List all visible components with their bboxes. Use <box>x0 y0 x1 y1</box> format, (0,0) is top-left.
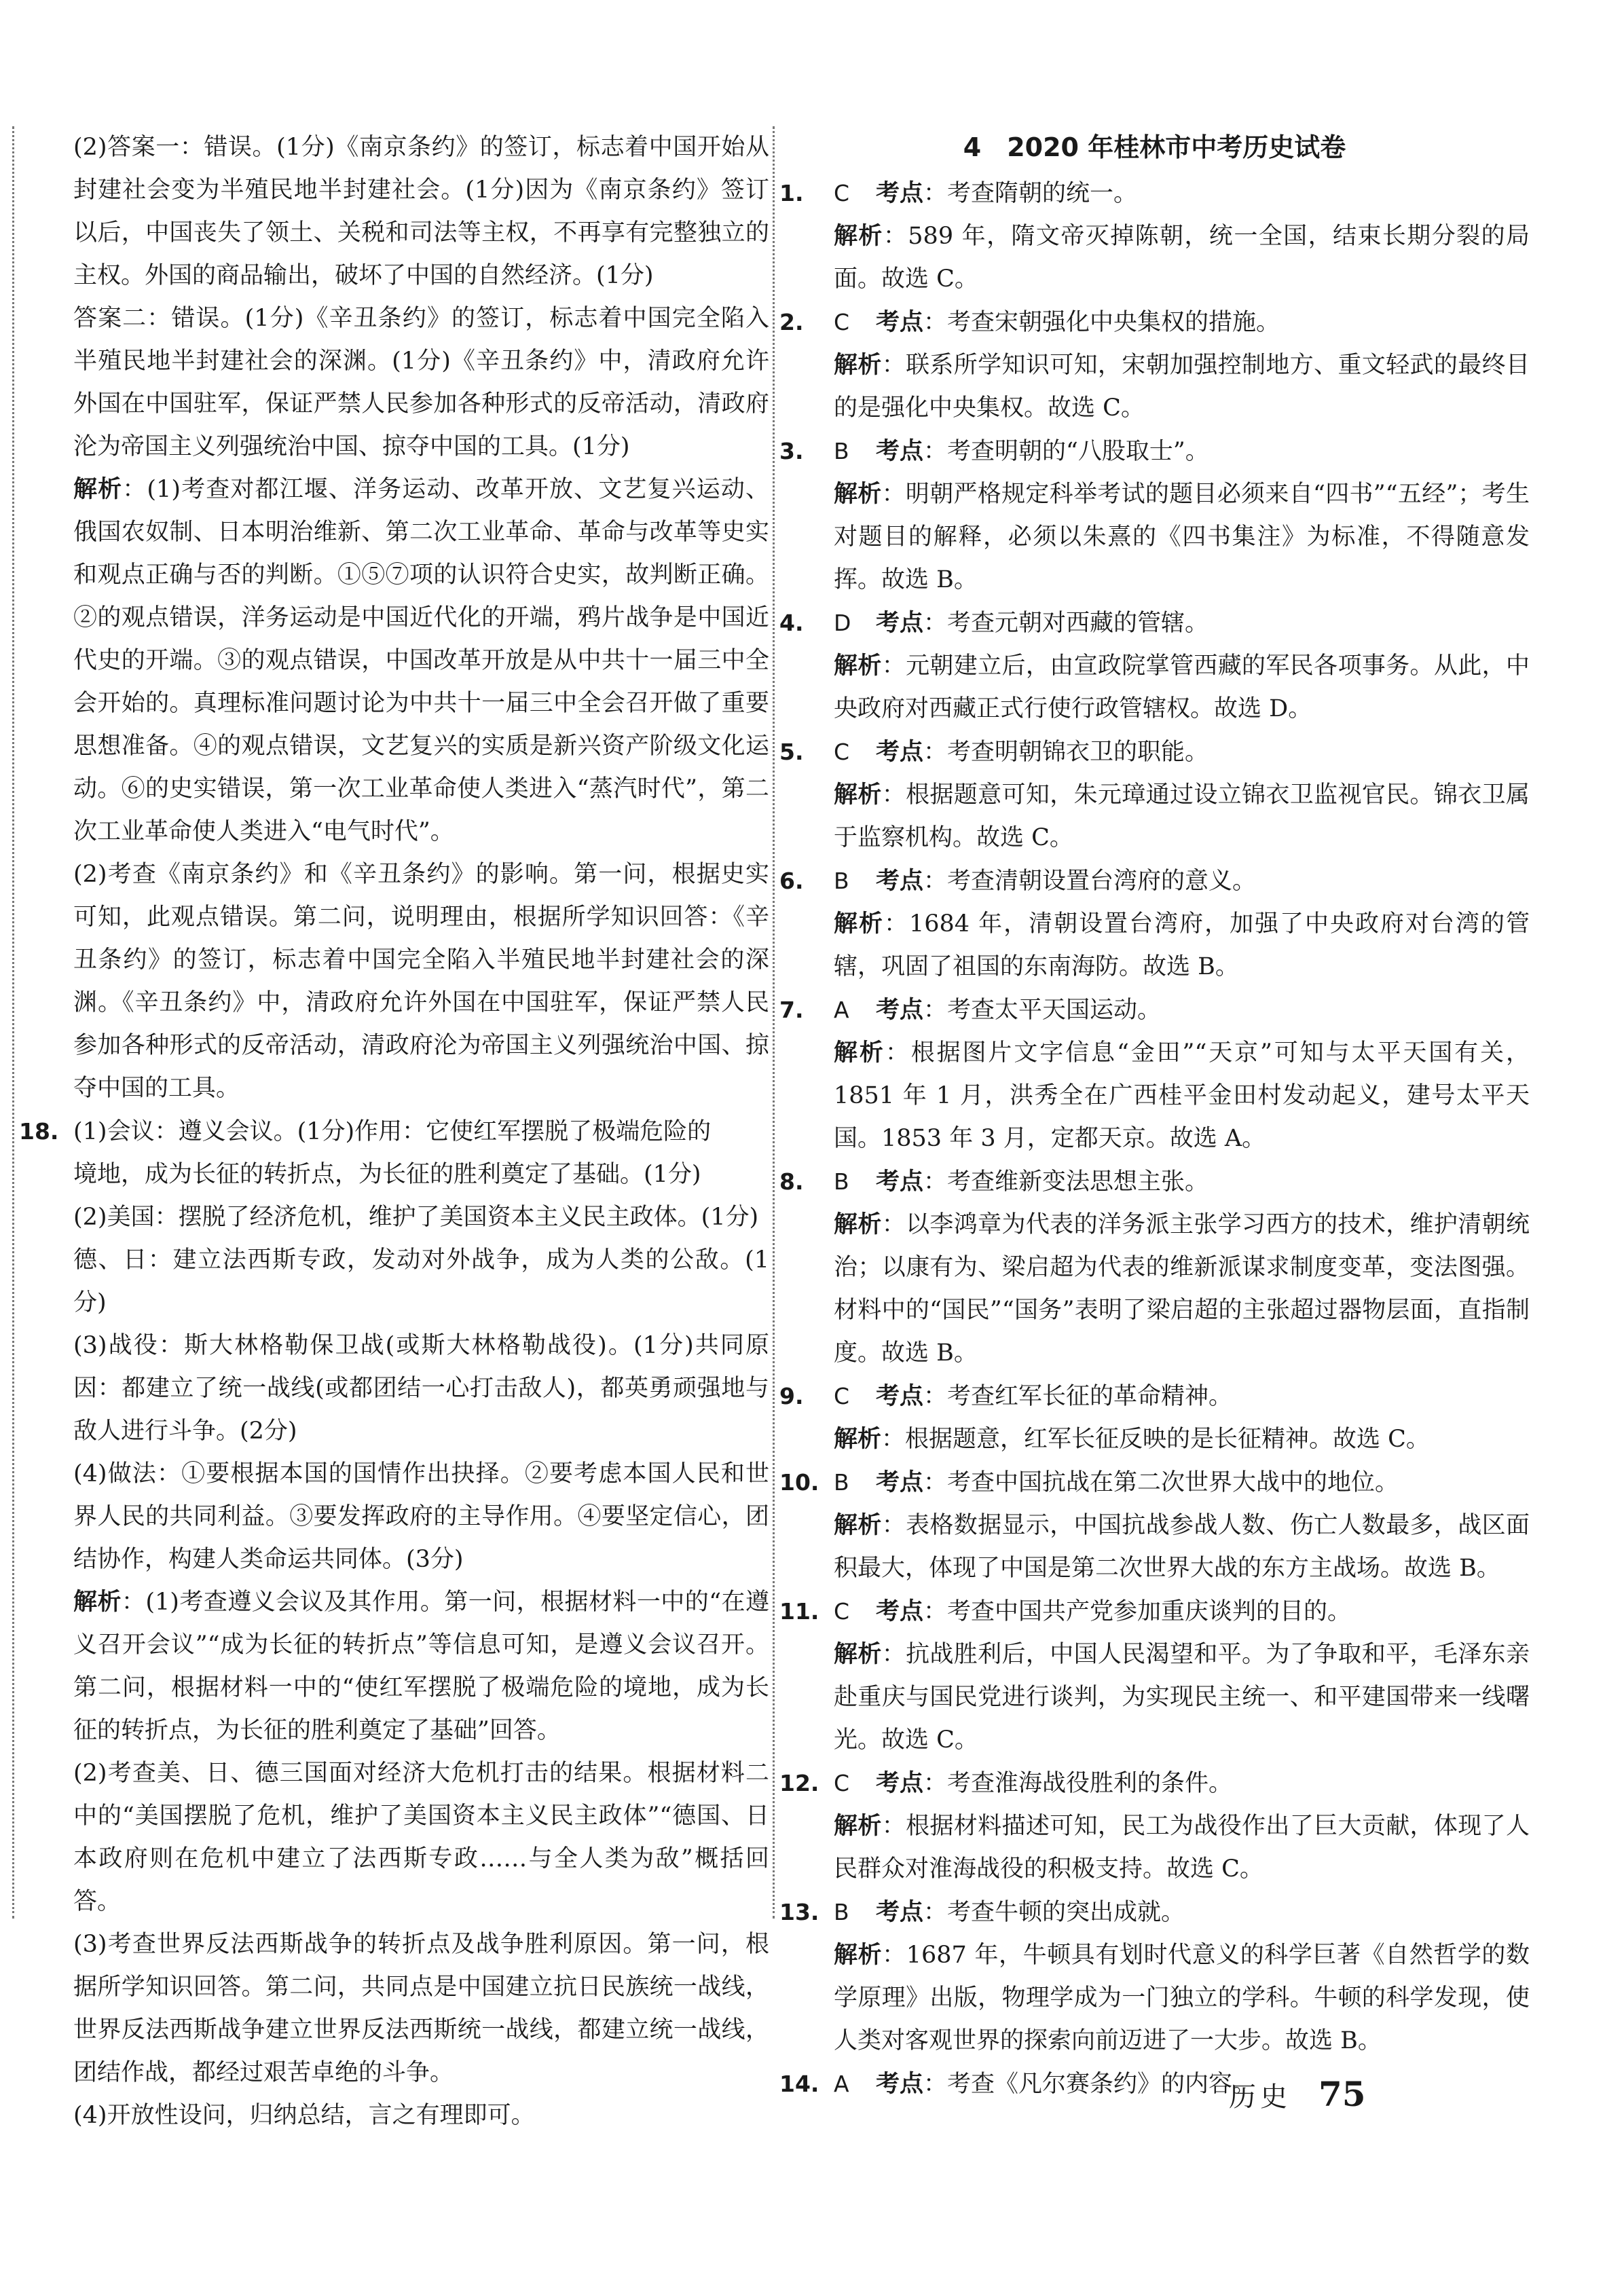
answer-choice: C <box>834 739 850 765</box>
answer-choice: C <box>834 1598 850 1625</box>
analysis-text: ：根据图片文字信息“金田”“天京”可知与太平天国有关，1851 年 1 月，洪秀全在广西桂平金田村发动起义，建号太平天国。1853 年 3 月，定都天京。故选 A。 <box>834 1039 1530 1152</box>
q18-answer-2b: 德、日：建立法西斯专政，发动对外战争，成为人类的公敌。(1分) <box>73 1246 769 1316</box>
analysis-text: ：589 年，隋文帝灭掉陈朝，统一全国，结束长期分裂的局面。故选 C。 <box>834 223 1530 293</box>
question-number: 7. <box>779 997 804 1023</box>
keypoint-label: 考点 <box>876 610 924 637</box>
analysis-text: ：抗战胜利后，中国人民渴望和平。为了争取和平，毛泽东亲赴重庆与国民党进行谈判，为实现民主统一、和平建国带来一线曙光。故选 C。 <box>834 1641 1530 1754</box>
keypoint-text: ：考查红军长征的革命精神。 <box>923 1383 1233 1410</box>
analysis-text: ：表格数据显示，中国抗战参战人数、伤亡人数最多，战区面积最大，体现了中国是第二次世界大战的东方主战场。故选 B。 <box>834 1512 1530 1582</box>
question-number: 14. <box>779 2071 819 2097</box>
q17-answer-one: (2)答案一：错误。(1分)《南京条约》的签订，标志着中国开始从封建社会变为半殖民地半封建社会。(1分)因为《南京条约》签订以后，中国丧失了领土、关税和司法等主权，不再享有完整独立的主权。外国的商品输出，破坏了中国的自然经济。(1分) <box>73 134 769 289</box>
page-number: 75 <box>1318 2074 1366 2114</box>
question-item <box>779 1160 1530 1204</box>
q17-analysis-text: ：(1)考查对都江堰、洋务运动、改革开放、文艺复兴运动、俄国农奴制、日本明治维新、第二次工业革命、革命与改革等史实和观点正确与否的判断。①⑤⑦项的认识符合史实，故判断正确。②的观点错误，洋务运动是中国近代化的开端，鸦片战争是中国近代史的开端。③的观点错误，中国改革开放是从中共十一届三中全会开始的。真理标准问题讨论为中共十一届三中全会召开做了重要思想准备。④的观点错误，文艺复兴的实质是新兴资产阶级文化运动。⑥的史实错误，第一次工业革命使人类进入“蒸汽时代”，第二次工业革命使人类进入“电气时代”。 <box>73 476 769 845</box>
left-margin-rule <box>12 126 14 1919</box>
analysis-text: ：以李鸿章为代表的洋务派主张学习西方的技术，维护清朝统治；以康有为、梁启超为代表的维新派谋求制度变革，变法图强。材料中的“国民”“国务”表明了梁启超的主张超过器物层面，直指制度。故选 B。 <box>834 1211 1530 1367</box>
page-footer <box>1229 2074 1366 2114</box>
analysis-label: 解析 <box>834 223 883 250</box>
question-list <box>779 172 1530 2106</box>
question-number: 6. <box>779 868 804 894</box>
keypoint-text: ：考查清朝设置台湾府的意义。 <box>923 868 1257 895</box>
analysis-paragraph <box>779 903 1530 988</box>
question-item <box>779 1762 1530 1805</box>
analysis-label: 解析 <box>73 476 123 503</box>
question-item <box>779 2062 1530 2106</box>
analysis-label: 解析 <box>834 1426 882 1453</box>
analysis-text: ：1684 年，清朝设置台湾府，加强了中央政府对台湾的管辖，巩固了祖国的东南海防。故选 B。 <box>834 910 1530 980</box>
keypoint-label: 考点 <box>876 1469 924 1496</box>
q18-answer-1-head: (1)会议：遵义会议。(1分)作用：它使红军摆脱了极端危险的 <box>73 1118 712 1145</box>
analysis-text: ：元朝建立后，由宣政院掌管西藏的军民各项事务。从此，中央政府对西藏正式行使行政管辖权。故选 D。 <box>834 652 1530 722</box>
analysis-paragraph <box>779 1418 1530 1461</box>
question-number: 12. <box>779 1770 819 1796</box>
answer-choice: B <box>834 1899 849 1925</box>
q18-answer-line <box>19 1110 769 1153</box>
answer-choice: D <box>834 610 851 636</box>
analysis-paragraph <box>779 1204 1530 1375</box>
q18-answer-3: (3)战役：斯大林格勒保卫战(或斯大林格勒战役)。(1分)共同原因：都建立了统一战线(或都团结一心打击敌人)，都英勇顽强地与敌人进行斗争。(2分) <box>73 1332 769 1445</box>
analysis-paragraph <box>779 473 1530 601</box>
analysis-label: 解析 <box>834 1942 883 1969</box>
answer-choice: B <box>834 1168 849 1195</box>
question-number: 10. <box>779 1469 819 1496</box>
keypoint-label: 考点 <box>876 1598 924 1625</box>
analysis-paragraph <box>779 1805 1530 1891</box>
column-divider <box>773 126 775 1919</box>
analysis-label: 解析 <box>834 652 882 680</box>
analysis-label: 解析 <box>834 1211 882 1238</box>
question-number: 4. <box>779 610 804 636</box>
question-number: 5. <box>779 739 804 765</box>
analysis-label: 解析 <box>834 1512 882 1539</box>
q17-analysis-part2: (2)考查《南京条约》和《辛丑条约》的影响。第一问，根据史实可知，此观点错误。第二问，说明理由，根据所学知识回答：《辛丑条约》的签订，标志着中国完全陷入半殖民地半封建社会的深渊。《辛丑条约》中，清政府允许外国在中国驻军，保证严禁人民参加各种形式的反帝活动，清政府沦为帝国主义列强统治中国、掠夺中国的工具。 <box>73 861 769 1102</box>
analysis-paragraph <box>779 215 1530 301</box>
analysis-label: 解析 <box>834 1039 885 1067</box>
keypoint-label: 考点 <box>876 1899 924 1926</box>
question-item <box>779 430 1530 473</box>
keypoint-label: 考点 <box>876 1383 924 1410</box>
keypoint-text: ：考查维新变法思想主张。 <box>923 1168 1209 1196</box>
keypoint-text: ：考查隋朝的统一。 <box>923 180 1138 207</box>
question-item <box>779 730 1530 774</box>
question-number: 8. <box>779 1168 804 1195</box>
keypoint-label: 考点 <box>876 739 924 766</box>
footer-subject: 历史 <box>1229 2081 1291 2113</box>
q17-answer-two: 答案二：错误。(1分)《辛丑条约》的签订，标志着中国完全陷入半殖民地半封建社会的深渊。(1分)《辛丑条约》中，清政府允许外国在中国驻军，保证严禁人民参加各种形式的反帝活动，清政府沦为帝国主义列强统治中国、掠夺中国的工具。(1分) <box>73 305 769 460</box>
question-item <box>779 301 1530 344</box>
keypoint-label: 考点 <box>876 1168 924 1196</box>
keypoint-label: 考点 <box>876 309 924 336</box>
question-item <box>779 1461 1530 1504</box>
keypoint-text: ：考查中国共产党参加重庆谈判的目的。 <box>923 1598 1352 1625</box>
answer-choice: C <box>834 180 850 206</box>
keypoint-label: 考点 <box>876 180 924 207</box>
analysis-text: ：联系所学知识可知，宋朝加强控制地方、重文轻武的最终目的是强化中央集权。故选 C。 <box>834 352 1530 422</box>
keypoint-label: 考点 <box>876 997 924 1024</box>
question-item <box>779 1590 1530 1633</box>
analysis-paragraph <box>779 344 1530 430</box>
q18-answer-4: (4)做法：①要根据本国的国情作出抉择。②要考虑本国人民和世界人民的共同利益。③要发挥政府的主导作用。④要坚定信心，团结协作，构建人类命运共同体。(3分) <box>73 1460 769 1573</box>
question-number: 18. <box>19 1118 59 1145</box>
section-title: 4 2020 年桂林市中考历史试卷 <box>963 132 1346 162</box>
question-number: 13. <box>779 1899 819 1925</box>
analysis-label: 解析 <box>834 910 884 938</box>
keypoint-label: 考点 <box>876 438 924 465</box>
analysis-paragraph <box>779 1504 1530 1590</box>
question-item <box>779 859 1530 903</box>
answer-choice: B <box>834 1469 849 1496</box>
keypoint-text: ：考查中国抗战在第二次世界大战中的地位。 <box>923 1469 1399 1496</box>
q18-answer-2: (2)美国：摆脱了经济危机，维护了美国资本主义民主政体。(1分) <box>73 1204 759 1231</box>
analysis-label: 解析 <box>834 352 882 379</box>
keypoint-text: ：考查《凡尔赛条约》的内容。 <box>923 2071 1257 2098</box>
question-number: 3. <box>779 438 804 464</box>
q18-answer-1-rest: 境地，成为长征的转折点，为长征的胜利奠定了基础。(1分) <box>73 1161 701 1188</box>
q18-analysis-part2: (2)考查美、日、德三国面对经济大危机打击的结果。根据材料二中的“美国摆脱了危机，维护了美国资本主义民主政体”“德国、日本政府则在危机中建立了法西斯专政……与全人类为敌”概括回答。 <box>73 1760 769 1915</box>
answer-choice: A <box>834 2071 849 2097</box>
analysis-label: 解析 <box>73 1589 122 1616</box>
keypoint-text: ：考查太平天国运动。 <box>923 997 1162 1024</box>
question-number: 2. <box>779 309 804 335</box>
keypoint-text: ：考查明朝的“八股取士”。 <box>923 438 1209 465</box>
question-number: 11. <box>779 1598 819 1625</box>
answer-choice: B <box>834 868 849 894</box>
question-number: 9. <box>779 1383 804 1409</box>
analysis-paragraph <box>779 645 1530 730</box>
keypoint-text: ：考查淮海战役胜利的条件。 <box>923 1770 1233 1797</box>
answer-choice: C <box>834 1770 850 1796</box>
analysis-label: 解析 <box>834 481 882 508</box>
analysis-text: ：根据题意可知，朱元璋通过设立锦衣卫监视官民。锦衣卫属于监察机构。故选 C。 <box>834 781 1530 851</box>
answer-choice: C <box>834 309 850 335</box>
question-item <box>779 1891 1530 1934</box>
left-column <box>19 126 769 2137</box>
analysis-label: 解析 <box>834 1813 882 1840</box>
q17-analysis-part1 <box>19 468 769 853</box>
analysis-paragraph <box>779 1934 1530 2062</box>
analysis-text: ：明朝严格规定科举考试的题目必须来自“四书”“五经”；考生对题目的解释，必须以朱熹的《四书集注》为标准，不得随意发挥。故选 B。 <box>834 481 1530 593</box>
analysis-paragraph <box>779 1633 1530 1762</box>
keypoint-label: 考点 <box>876 868 924 895</box>
question-item <box>779 172 1530 215</box>
analysis-label: 解析 <box>834 1641 882 1668</box>
q18-analysis-part1 <box>19 1581 769 1752</box>
right-column <box>779 126 1530 2106</box>
q18-analysis-text: ：(1)考查遵义会议及其作用。第一问，根据材料一中的“在遵义召开会议”“成为长征的转折点”等信息可知，是遵义会议召开。第二问，根据材料一中的“使红军摆脱了极端危险的境地，成为长征的转折点，为长征的胜利奠定了基础”回答。 <box>73 1589 769 1744</box>
q18-analysis-part3: (3)考查世界反法西斯战争的转折点及战争胜利原因。第一问，根据所学知识回答。第二问，共同点是中国建立抗日民族统一战线，世界反法西斯战争建立世界反法西斯统一战线，都建立统一战线，团结作战，都经过艰苦卓绝的斗争。 <box>73 1931 769 2086</box>
analysis-paragraph <box>779 774 1530 859</box>
analysis-paragraph <box>779 1032 1530 1160</box>
analysis-label: 解析 <box>834 781 882 809</box>
answer-choice: B <box>834 438 849 464</box>
question-item <box>779 1375 1530 1418</box>
answer-choice: C <box>834 1383 850 1409</box>
answer-choice: A <box>834 997 849 1023</box>
keypoint-text: ：考查明朝锦衣卫的职能。 <box>923 739 1209 766</box>
keypoint-text: ：考查元朝对西藏的管辖。 <box>923 610 1209 637</box>
analysis-text: ：根据材料描述可知，民工为战役作出了巨大贡献，体现了人民群众对淮海战役的积极支持。故选 C。 <box>834 1813 1530 1883</box>
keypoint-label: 考点 <box>876 2071 924 2098</box>
analysis-text: ：1687 年，牛顿具有划时代意义的科学巨著《自然哲学的数学原理》出版，物理学成为一门独立的学科。牛顿的科学发现，使人类对客观世界的探索向前迈进了一大步。故选 B。 <box>834 1942 1530 2054</box>
question-item <box>779 601 1530 645</box>
q18-analysis-part4: (4)开放性设问，归纳总结，言之有理即可。 <box>73 2102 535 2129</box>
question-number: 1. <box>779 180 804 206</box>
analysis-text: ：根据题意，红军长征反映的是长征精神。故选 C。 <box>881 1426 1430 1453</box>
question-item <box>779 988 1530 1032</box>
keypoint-text: ：考查宋朝强化中央集权的措施。 <box>923 309 1280 336</box>
keypoint-text: ：考查牛顿的突出成就。 <box>923 1899 1185 1926</box>
keypoint-label: 考点 <box>876 1770 924 1797</box>
